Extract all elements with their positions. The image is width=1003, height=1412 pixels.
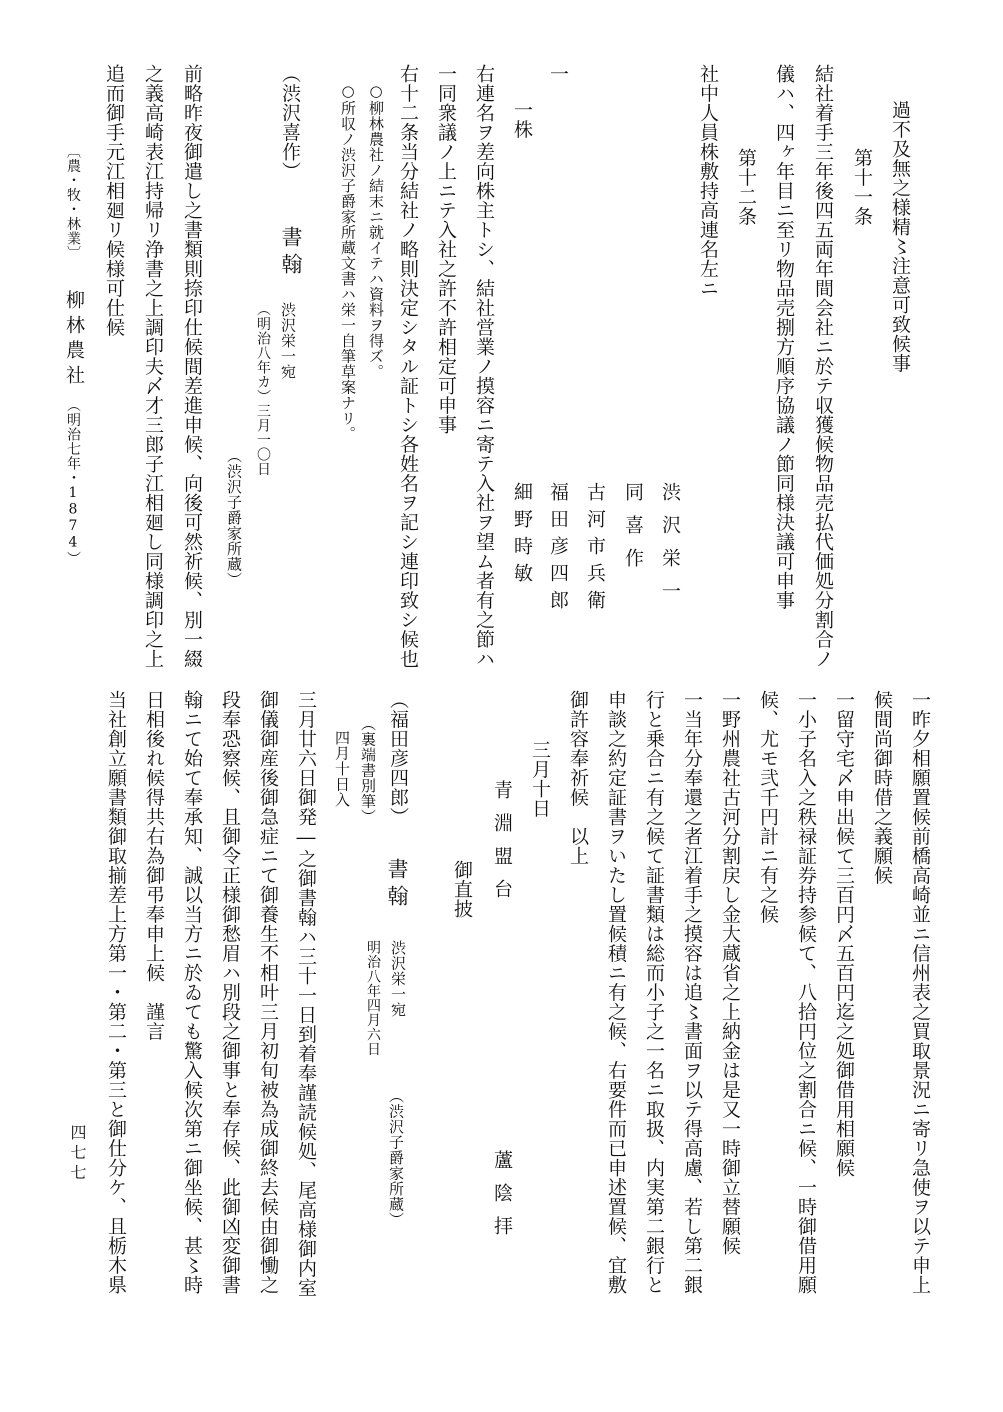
- member-name: 福田彦四郎: [547, 482, 569, 617]
- text-line: 一留守宅〆申出候て三百円〆五百円迄之処御借用相願候: [833, 690, 855, 1178]
- text-line: 三月廿六日御発―之御書翰ハ三十一日到着奉謹読候処、尾高様御内室: [295, 690, 317, 1298]
- text-line: 候、尤モ弐千円計ニ有之候: [757, 690, 779, 924]
- footer-category: 〔農・牧・林業〕: [65, 144, 81, 260]
- text-line: 御儀御産後御急症ニて御養生不相叶三月初旬被為成御終去候由御慟之: [257, 690, 279, 1295]
- text-line: 一野州農社古河分割戻し金大蔵省之上納金は是又一時御立替願候: [719, 690, 741, 1256]
- letter-recipient: 渋沢栄一宛: [279, 302, 297, 380]
- letter-sender: （福田彦四郎）: [387, 690, 409, 827]
- letter-sender: （渋沢喜作）: [279, 64, 301, 181]
- text-line: 御許容奉祈候 以上: [567, 690, 589, 866]
- letter-date: （明治八年カ）三月一〇日: [255, 302, 271, 476]
- footer-year: （明治七年・1874）: [65, 398, 81, 566]
- footer-name: 柳林農社: [63, 290, 85, 390]
- text-line: 段奉恐察候、且御令正様御愁眉ハ別段之御事と奉存候、此御凶変御書: [219, 690, 241, 1295]
- editor-note: ○柳林農社ノ結末ニ就イテハ資料ヲ得ズ。: [367, 82, 385, 380]
- page-number: 四七七: [68, 1124, 87, 1184]
- letter-direct: 御直披: [451, 860, 473, 919]
- text-line: 社中人員株敷持高連名左ニ: [697, 64, 719, 298]
- text-line: 行と乗合ニ有之候て証書類は総而小子之一名ニ取扱、内実第二銀行と: [643, 690, 665, 1295]
- member-name: 渋沢栄一: [659, 482, 681, 614]
- text-line: 過不及無之様精〻注意可致候事: [889, 100, 911, 373]
- received-date: 四月十日入: [333, 730, 351, 808]
- letter-title: 書翰: [279, 226, 303, 280]
- text-line: 翰ニて始て奉承知、誠以当方ニ於ゐても驚入候次第ニ御坐候、甚〻時: [181, 690, 203, 1295]
- text-line: 一小子名入之秩禄証券持参候て、八拾円位之割合ニ候、一時御借用願: [795, 690, 817, 1295]
- letter-source: （渋沢子爵家所蔵）: [225, 448, 243, 588]
- text-line: 之義高崎表江持帰リ浄書之上調印夫〆才三郎子江相廻し同様調印之上: [142, 64, 164, 669]
- text-line: 儀ハ、四ヶ年目ニ至リ物品売捌方順序協議ノ節同様決議可申事: [773, 64, 795, 610]
- letter-date: 明治八年四月六日: [365, 940, 381, 1056]
- back-note: （裏端書別筆）: [359, 716, 377, 825]
- share-count: 一株: [511, 100, 533, 139]
- letter-title: 書翰: [385, 858, 409, 912]
- letter-signer: 蘆陰拝: [491, 1150, 513, 1249]
- editor-note: ○所収ノ渋沢子爵家所蔵文書ハ栄一自筆草案ナリ。: [339, 82, 357, 442]
- letter-addressee: 青淵盟台: [491, 780, 513, 912]
- share-mark: 一: [547, 64, 569, 84]
- member-name: 同喜作: [622, 482, 644, 581]
- article-heading: 第十一条: [851, 148, 873, 226]
- text-line: 当社創立願書類御取揃差上方第一・第二・第三と御仕分ケ、且栃木県: [105, 690, 127, 1295]
- member-name: 古河市兵衛: [584, 482, 606, 617]
- text-line: 日相後れ候得共右為御弔奉申上候 謹言: [143, 690, 165, 1041]
- member-name: 細野時敏: [511, 482, 533, 590]
- text-line: 一同衆議ノ上ニテ入社之許不許相定可申事: [435, 64, 457, 435]
- text-line: 候間尚御時借之義願候: [871, 690, 893, 885]
- text-line: 申談之約定証書ヲいたし置候積ニ有之候、右要件而已申述置候、宜敷: [605, 690, 627, 1295]
- text-line: 前略昨夜御遣し之書類則捺印仕候間差進申候、向後可然祈候、別一綴: [181, 64, 203, 669]
- letter-date: 三月十日: [529, 740, 551, 818]
- text-line: 結社着手三年後四五両年間会社ニ於テ収獲候物品売払代価処分割合ノ: [812, 64, 834, 669]
- article-heading: 第十二条: [735, 148, 757, 226]
- letter-recipient: 渋沢栄一宛: [389, 940, 407, 1018]
- text-line: 一当年分奉還之者江着手之摸容は追〻書面ヲ以テ得高慮、若し第二銀: [681, 690, 703, 1295]
- text-line: 一昨夕相願置候前橋高崎並ニ信州表之買取景況ニ寄リ急使ヲ以テ申上: [909, 690, 931, 1295]
- text-line: 右連名ヲ差向株主トシ、結社営業ノ摸容ニ寄テ入社ヲ望ム者有之節ハ: [473, 64, 495, 669]
- text-line: 右十二条当分結社ノ略則決定シタル証トシ各姓名ヲ記シ連印致シ候也: [397, 64, 419, 669]
- letter-source: （渋沢子爵家所蔵）: [387, 1088, 405, 1228]
- text-line: 追而御手元江相廻リ候様可仕候: [103, 64, 125, 337]
